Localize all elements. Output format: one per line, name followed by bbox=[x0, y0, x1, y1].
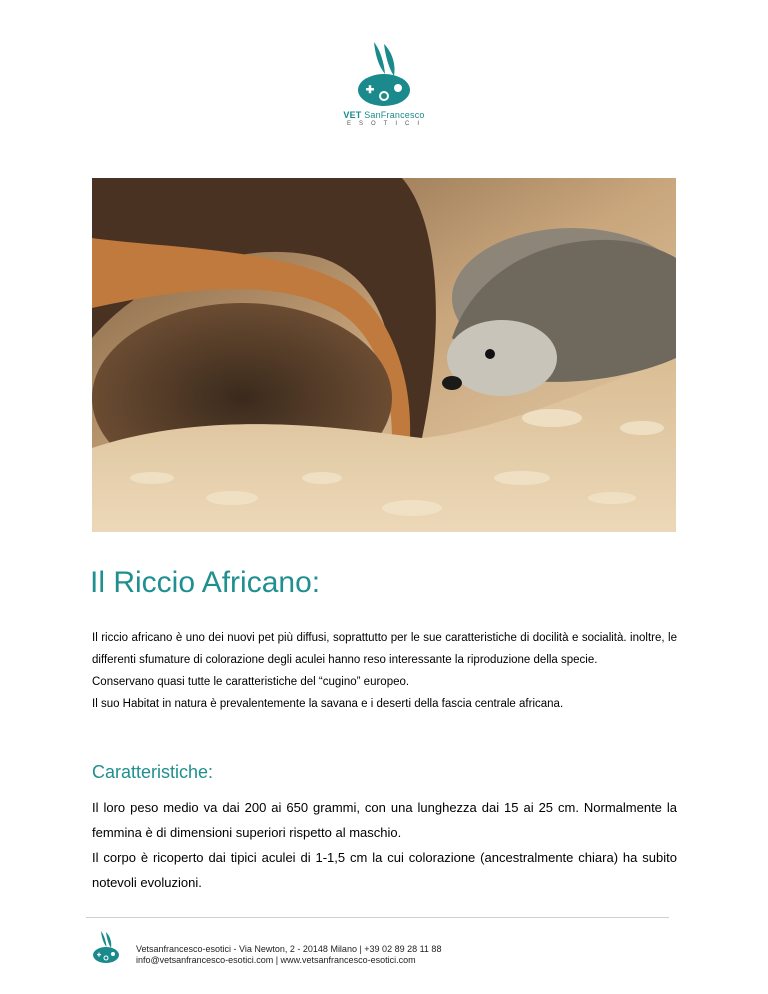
footer-logo bbox=[90, 930, 122, 966]
section-paragraph: Il loro peso medio va dai 200 ai 650 grammi, con una lunghezza dai 15 ai 25 cm. Normalmente la femmina è di dimensioni superiori rispetto al maschio. bbox=[92, 800, 677, 840]
footer-links: info@vetsanfrancesco-esotici.com | www.vetsanfrancesco-esotici.com bbox=[136, 955, 416, 965]
footer-contact bbox=[136, 944, 441, 966]
section-title: Caratteristiche: bbox=[92, 762, 214, 782]
hedgehog-photo bbox=[92, 178, 676, 532]
section-text bbox=[92, 795, 677, 895]
intro-paragraph: Il suo Habitat in natura è prevalentemente la savana e i deserti della fascia centrale africana. bbox=[92, 698, 564, 710]
footer-divider bbox=[86, 917, 669, 918]
section-paragraph: Il corpo è ricoperto dai tipici aculei di 1-1,5 cm la cui colorazione (ancestralmente chiara) ha subito notevoli evoluzioni. bbox=[92, 850, 677, 890]
logo-brand: VET SanFrancesco bbox=[343, 110, 425, 120]
intro-paragraph: Il riccio africano è uno dei nuovi pet più diffusi, soprattutto per le sue caratteristiche di docilità e socialità. inoltre, le differenti sfumature di colorazione degli aculei hanno reso interessante la riproduzione della specie. bbox=[92, 632, 677, 666]
logo-tagline: ESOTICI bbox=[346, 121, 427, 127]
intro-paragraph: Conservano quasi tutte le caratteristiche del “cugino” europeo. bbox=[92, 676, 410, 688]
header-logo bbox=[338, 40, 430, 132]
rabbit-footer-icon bbox=[90, 930, 122, 966]
rabbit-logo-icon bbox=[354, 40, 414, 112]
intro-text bbox=[92, 627, 677, 715]
page-title: Il Riccio Africano: bbox=[90, 566, 321, 599]
footer-address: Vetsanfrancesco-esotici - Via Newton, 2 - 20148 Milano | +39 02 89 28 11 88 bbox=[136, 944, 442, 954]
